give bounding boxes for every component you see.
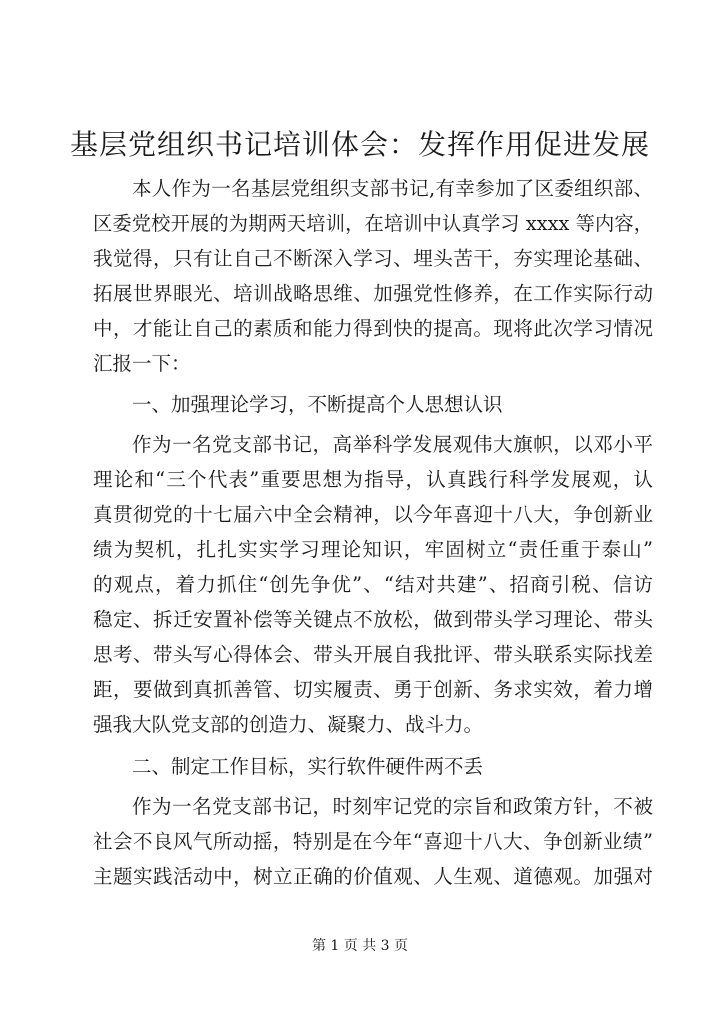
body-line: 真贯彻党的十七届六中全会精神，以今年喜迎十八大，争创新业 xyxy=(93,503,653,526)
body-line: 稳定、拆迁安置补偿等关键点不放松，做到带头学习理论、带头 xyxy=(93,608,653,631)
body-line: 作为一名党支部书记，时刻牢记党的宗旨和政策方针，不被 xyxy=(132,795,653,818)
body-line: 绩为契机，扎扎实实学习理论知识，牢固树立“责任重于泰山” xyxy=(93,538,653,561)
body-line: 的观点，着力抓住“创先争优”、“结对共建”、招商引税、信访 xyxy=(93,573,653,596)
body-line: 我觉得，只有让自己不断深入学习、埋头苦干，夯实理论基础、 xyxy=(93,247,653,270)
body-line: 强我大队党支部的创造力、凝聚力、战斗力。 xyxy=(93,713,484,736)
body-line: 拓展世界眼光、培训战略思维、加强党性修养，在工作实际行动 xyxy=(93,282,653,305)
body-line: 理论和“三个代表”重要思想为指导，认真践行科学发展观，认 xyxy=(93,468,653,491)
body-line: 主题实践活动中，树立正确的价值观、人生观、道德观。加强对 xyxy=(93,865,653,888)
body-line: 区委党校开展的为期两天培训，在培训中认真学习 xxxx 等内容， xyxy=(93,212,653,235)
body-line: 距，要做到真抓善管、切实履责、勇于创新、务求实效，着力增 xyxy=(93,678,653,701)
body-line: 社会不良风气所动摇，特别是在今年“喜迎十八大、争创新业绩” xyxy=(93,830,653,853)
body-line: 汇报一下： xyxy=(93,352,191,375)
document-title: 基层党组织书记培训体会：发挥作用促进发展 xyxy=(69,128,650,161)
body-line: 中，才能让自己的素质和能力得到快的提高。现将此次学习情况 xyxy=(93,317,653,340)
section-heading: 一、加强理论学习，不断提高个人思想认识 xyxy=(132,393,503,416)
body-line: 作为一名党支部书记，高举科学发展观伟大旗帜，以邓小平 xyxy=(132,433,653,456)
section-heading: 二、制定工作目标，实行软件硬件两不丢 xyxy=(132,755,484,778)
page-number-footer: 第 1 页 共 3 页 xyxy=(311,938,409,954)
body-line: 本人作为一名基层党组织支部书记,有幸参加了区委组织部、 xyxy=(132,177,653,200)
body-line: 思考、带头写心得体会、带头开展自我批评、带头联系实际找差 xyxy=(93,643,653,666)
